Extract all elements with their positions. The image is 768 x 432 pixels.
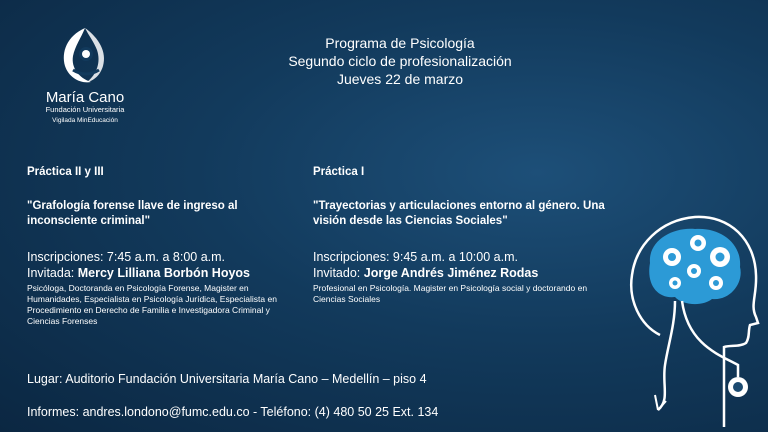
speaker-label: Invitada: (27, 266, 75, 280)
university-logo (30, 26, 140, 125)
logo-vigilada: Vigilada MinEducación (52, 117, 118, 124)
event-location: Lugar: Auditorio Fundación Universitaria María Cano – Medellín – piso 4 (27, 372, 427, 386)
speaker-bio: Profesional en Psicología. Magister en Psicología social y doctorando en Ciencias Sociales (313, 283, 588, 304)
speaker-bio: Psicóloga, Doctoranda en Psicología Forense, Magister en Humanidades, Especialista en Psicología Jurídica, Especialista en Procedimiento en Derecho de Familia e Investigadora Criminal y Ciencias Forenses (27, 283, 277, 326)
logo-brand: María Cano (45, 89, 125, 106)
event-header (250, 34, 550, 88)
session-inscriptions: Inscripciones: 9:45 a.m. a 10:00 a.m. (313, 250, 518, 264)
session-right (313, 165, 633, 305)
session-left (27, 165, 302, 327)
session-inscriptions: Inscripciones: 7:45 a.m. a 8:00 a.m. (27, 250, 226, 264)
session-topic: "Trayectorias y articulaciones entorno al género. Una visión desde las Ciencias Sociales" (313, 200, 605, 227)
contact-info: Informes: andres.londono@fumc.edu.co - Teléfono: (4) 480 50 25 Ext. 134 (27, 405, 439, 419)
session-title: Práctica I (313, 166, 365, 178)
university-emblem-icon (55, 26, 115, 88)
session-speaker (313, 265, 633, 281)
brain-stethoscope-icon (620, 205, 760, 427)
session-topic: "Grafología forense llave de ingreso al inconsciente criminal" (27, 200, 238, 227)
event-date: Jueves 22 de marzo (336, 71, 464, 87)
speaker-label: Invitado: (313, 266, 361, 280)
session-title: Práctica II y III (27, 166, 104, 178)
program-title: Programa de Psicología (325, 35, 475, 51)
speaker-name: Jorge Andrés Jiménez Rodas (363, 266, 539, 280)
logo-subtitle: Fundación Universitaria (45, 105, 125, 114)
session-speaker (27, 265, 302, 281)
speaker-name: Mercy Lilliana Borbón Hoyos (77, 266, 251, 280)
cycle-title: Segundo ciclo de profesionalización (288, 53, 512, 69)
